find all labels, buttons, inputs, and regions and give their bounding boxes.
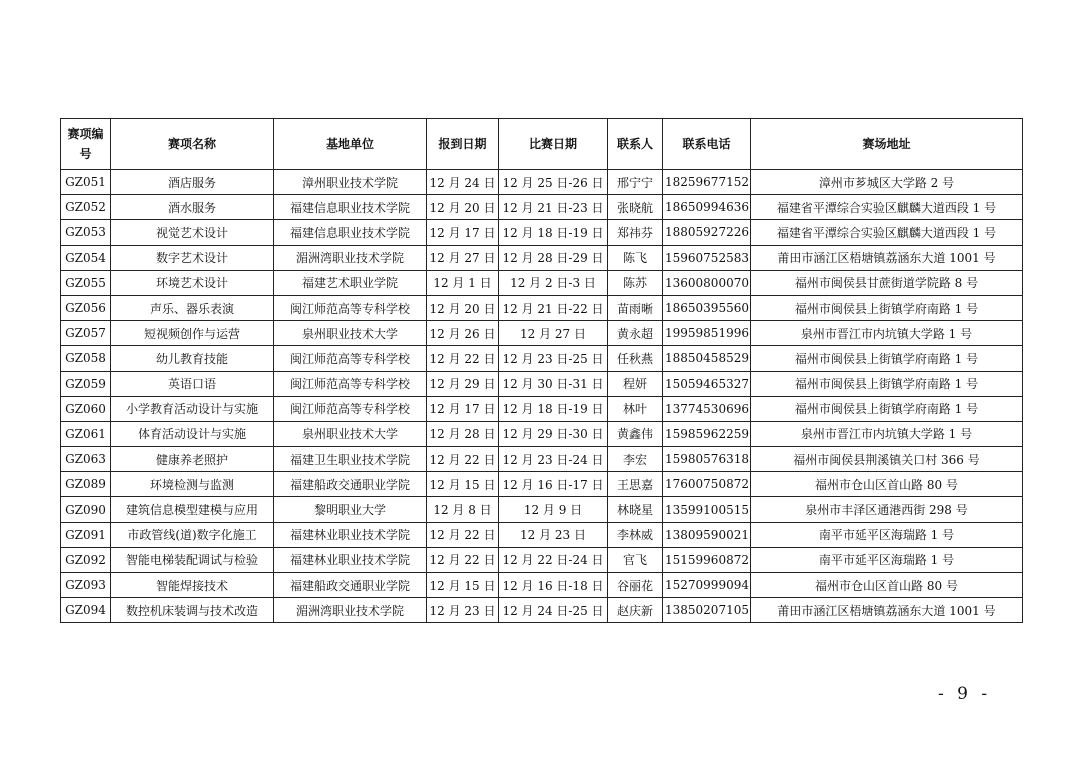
cell-match: 12 月 16 日-17 日 bbox=[499, 472, 608, 497]
cell-phone: 15059465327 bbox=[663, 371, 751, 396]
table-row bbox=[61, 497, 1023, 522]
cell-base: 闽江师范高等专科学校 bbox=[274, 346, 427, 371]
cell-base: 闽江师范高等专科学校 bbox=[274, 371, 427, 396]
cell-code: GZ063 bbox=[61, 447, 111, 472]
cell-phone: 13809590021 bbox=[663, 522, 751, 547]
cell-checkin: 12 月 17 日 bbox=[427, 220, 499, 245]
cell-checkin: 12 月 22 日 bbox=[427, 522, 499, 547]
cell-checkin: 12 月 1 日 bbox=[427, 270, 499, 295]
cell-address: 福州市闽侯县甘蔗街道学院路 8 号 bbox=[751, 270, 1023, 295]
cell-match: 12 月 18 日-19 日 bbox=[499, 396, 608, 421]
cell-phone: 13600800070 bbox=[663, 270, 751, 295]
table-row bbox=[61, 245, 1023, 270]
table-row bbox=[61, 170, 1023, 195]
header-base: 基地单位 bbox=[274, 119, 427, 170]
cell-checkin: 12 月 23 日 bbox=[427, 598, 499, 623]
cell-match: 12 月 28 日-29 日 bbox=[499, 245, 608, 270]
cell-code: GZ059 bbox=[61, 371, 111, 396]
cell-name: 环境检测与监测 bbox=[111, 472, 274, 497]
cell-contact: 黄鑫伟 bbox=[608, 421, 663, 446]
cell-match: 12 月 22 日-24 日 bbox=[499, 547, 608, 572]
cell-contact: 程妍 bbox=[608, 371, 663, 396]
competition-table bbox=[60, 118, 1023, 623]
cell-base: 福建信息职业技术学院 bbox=[274, 195, 427, 220]
table-header-row bbox=[61, 119, 1023, 170]
header-match: 比赛日期 bbox=[499, 119, 608, 170]
cell-match: 12 月 2 日-3 日 bbox=[499, 270, 608, 295]
cell-name: 数控机床装调与技术改造 bbox=[111, 598, 274, 623]
cell-address: 莆田市涵江区梧塘镇荔涵东大道 1001 号 bbox=[751, 598, 1023, 623]
cell-contact: 张晓航 bbox=[608, 195, 663, 220]
cell-code: GZ092 bbox=[61, 547, 111, 572]
table-row bbox=[61, 321, 1023, 346]
cell-address: 南平市延平区海瑞路 1 号 bbox=[751, 547, 1023, 572]
cell-match: 12 月 30 日-31 日 bbox=[499, 371, 608, 396]
cell-phone: 13774530696 bbox=[663, 396, 751, 421]
cell-match: 12 月 23 日 bbox=[499, 522, 608, 547]
cell-contact: 林叶 bbox=[608, 396, 663, 421]
cell-contact: 陈飞 bbox=[608, 245, 663, 270]
cell-address: 福州市仓山区首山路 80 号 bbox=[751, 573, 1023, 598]
cell-address: 福建省平潭综合实验区麒麟大道西段 1 号 bbox=[751, 195, 1023, 220]
cell-name: 视觉艺术设计 bbox=[111, 220, 274, 245]
table-row bbox=[61, 421, 1023, 446]
cell-checkin: 12 月 17 日 bbox=[427, 396, 499, 421]
cell-phone: 15159960872 bbox=[663, 547, 751, 572]
table-row bbox=[61, 396, 1023, 421]
cell-code: GZ058 bbox=[61, 346, 111, 371]
cell-code: GZ094 bbox=[61, 598, 111, 623]
cell-name: 市政管线(道)数字化施工 bbox=[111, 522, 274, 547]
cell-base: 湄洲湾职业技术学院 bbox=[274, 245, 427, 270]
cell-match: 12 月 16 日-18 日 bbox=[499, 573, 608, 598]
table-row bbox=[61, 522, 1023, 547]
cell-match: 12 月 21 日-23 日 bbox=[499, 195, 608, 220]
header-code: 赛项编号 bbox=[61, 119, 111, 170]
cell-code: GZ055 bbox=[61, 270, 111, 295]
cell-address: 泉州市晋江市内坑镇大学路 1 号 bbox=[751, 321, 1023, 346]
cell-phone: 18850458529 bbox=[663, 346, 751, 371]
cell-name: 酒水服务 bbox=[111, 195, 274, 220]
cell-base: 闽江师范高等专科学校 bbox=[274, 295, 427, 320]
cell-contact: 谷丽花 bbox=[608, 573, 663, 598]
cell-address: 福州市闽侯县荆溪镇关口村 366 号 bbox=[751, 447, 1023, 472]
cell-contact: 赵庆新 bbox=[608, 598, 663, 623]
cell-checkin: 12 月 20 日 bbox=[427, 195, 499, 220]
cell-phone: 15960752583 bbox=[663, 245, 751, 270]
cell-base: 闽江师范高等专科学校 bbox=[274, 396, 427, 421]
cell-match: 12 月 23 日-25 日 bbox=[499, 346, 608, 371]
cell-name: 短视频创作与运营 bbox=[111, 321, 274, 346]
cell-contact: 李林威 bbox=[608, 522, 663, 547]
cell-address: 福州市闽侯县上街镇学府南路 1 号 bbox=[751, 346, 1023, 371]
cell-address: 泉州市晋江市内坑镇大学路 1 号 bbox=[751, 421, 1023, 446]
table-row bbox=[61, 220, 1023, 245]
cell-address: 莆田市涵江区梧塘镇荔涵东大道 1001 号 bbox=[751, 245, 1023, 270]
cell-address: 福州市仓山区首山路 80 号 bbox=[751, 472, 1023, 497]
cell-base: 泉州职业技术大学 bbox=[274, 321, 427, 346]
cell-code: GZ056 bbox=[61, 295, 111, 320]
cell-match: 12 月 24 日-25 日 bbox=[499, 598, 608, 623]
cell-name: 体育活动设计与实施 bbox=[111, 421, 274, 446]
header-address: 赛场地址 bbox=[751, 119, 1023, 170]
cell-name: 智能电梯装配调试与检验 bbox=[111, 547, 274, 572]
cell-base: 黎明职业大学 bbox=[274, 497, 427, 522]
cell-phone: 19959851996 bbox=[663, 321, 751, 346]
cell-checkin: 12 月 22 日 bbox=[427, 547, 499, 572]
cell-checkin: 12 月 29 日 bbox=[427, 371, 499, 396]
cell-checkin: 12 月 22 日 bbox=[427, 447, 499, 472]
cell-code: GZ091 bbox=[61, 522, 111, 547]
page-number: - 9 - bbox=[938, 684, 992, 704]
cell-checkin: 12 月 15 日 bbox=[427, 472, 499, 497]
cell-name: 酒店服务 bbox=[111, 170, 274, 195]
cell-contact: 黄永超 bbox=[608, 321, 663, 346]
cell-name: 环境艺术设计 bbox=[111, 270, 274, 295]
cell-checkin: 12 月 20 日 bbox=[427, 295, 499, 320]
cell-contact: 任秋燕 bbox=[608, 346, 663, 371]
cell-address: 福建省平潭综合实验区麒麟大道西段 1 号 bbox=[751, 220, 1023, 245]
table-body bbox=[61, 170, 1023, 623]
cell-checkin: 12 月 26 日 bbox=[427, 321, 499, 346]
cell-base: 福建卫生职业技术学院 bbox=[274, 447, 427, 472]
cell-contact: 邢宁宁 bbox=[608, 170, 663, 195]
cell-base: 福建船政交通职业学院 bbox=[274, 472, 427, 497]
cell-name: 声乐、器乐表演 bbox=[111, 295, 274, 320]
cell-base: 漳州职业技术学院 bbox=[274, 170, 427, 195]
table-row bbox=[61, 573, 1023, 598]
table-row bbox=[61, 547, 1023, 572]
table-row bbox=[61, 371, 1023, 396]
cell-code: GZ060 bbox=[61, 396, 111, 421]
cell-checkin: 12 月 27 日 bbox=[427, 245, 499, 270]
cell-address: 福州市闽侯县上街镇学府南路 1 号 bbox=[751, 371, 1023, 396]
cell-phone: 13850207105 bbox=[663, 598, 751, 623]
cell-base: 福建船政交通职业学院 bbox=[274, 573, 427, 598]
cell-name: 幼儿教育技能 bbox=[111, 346, 274, 371]
cell-contact: 李宏 bbox=[608, 447, 663, 472]
cell-code: GZ093 bbox=[61, 573, 111, 598]
cell-phone: 13599100515 bbox=[663, 497, 751, 522]
cell-contact: 苗雨晰 bbox=[608, 295, 663, 320]
cell-name: 智能焊接技术 bbox=[111, 573, 274, 598]
cell-code: GZ052 bbox=[61, 195, 111, 220]
cell-match: 12 月 21 日-22 日 bbox=[499, 295, 608, 320]
cell-checkin: 12 月 15 日 bbox=[427, 573, 499, 598]
cell-phone: 18650395560 bbox=[663, 295, 751, 320]
table-row bbox=[61, 472, 1023, 497]
cell-name: 英语口语 bbox=[111, 371, 274, 396]
cell-name: 小学教育活动设计与实施 bbox=[111, 396, 274, 421]
table-row bbox=[61, 295, 1023, 320]
cell-code: GZ057 bbox=[61, 321, 111, 346]
cell-match: 12 月 9 日 bbox=[499, 497, 608, 522]
cell-name: 建筑信息模型建模与应用 bbox=[111, 497, 274, 522]
cell-name: 健康养老照护 bbox=[111, 447, 274, 472]
cell-phone: 17600750872 bbox=[663, 472, 751, 497]
cell-code: GZ051 bbox=[61, 170, 111, 195]
cell-contact: 王思嘉 bbox=[608, 472, 663, 497]
cell-match: 12 月 23 日-24 日 bbox=[499, 447, 608, 472]
cell-name: 数字艺术设计 bbox=[111, 245, 274, 270]
cell-phone: 18650994636 bbox=[663, 195, 751, 220]
cell-code: GZ089 bbox=[61, 472, 111, 497]
cell-phone: 15270999094 bbox=[663, 573, 751, 598]
table-row bbox=[61, 195, 1023, 220]
header-contact: 联系人 bbox=[608, 119, 663, 170]
cell-base: 泉州职业技术大学 bbox=[274, 421, 427, 446]
table-row bbox=[61, 270, 1023, 295]
cell-checkin: 12 月 28 日 bbox=[427, 421, 499, 446]
cell-match: 12 月 25 日-26 日 bbox=[499, 170, 608, 195]
cell-base: 福建林业职业技术学院 bbox=[274, 547, 427, 572]
cell-address: 泉州市丰泽区通港西街 298 号 bbox=[751, 497, 1023, 522]
cell-match: 12 月 27 日 bbox=[499, 321, 608, 346]
cell-code: GZ053 bbox=[61, 220, 111, 245]
header-phone: 联系电话 bbox=[663, 119, 751, 170]
cell-phone: 18259677152 bbox=[663, 170, 751, 195]
header-checkin: 报到日期 bbox=[427, 119, 499, 170]
cell-checkin: 12 月 22 日 bbox=[427, 346, 499, 371]
cell-contact: 官飞 bbox=[608, 547, 663, 572]
cell-phone: 15980576318 bbox=[663, 447, 751, 472]
cell-contact: 陈苏 bbox=[608, 270, 663, 295]
cell-phone: 18805927226 bbox=[663, 220, 751, 245]
cell-checkin: 12 月 8 日 bbox=[427, 497, 499, 522]
cell-match: 12 月 18 日-19 日 bbox=[499, 220, 608, 245]
cell-address: 南平市延平区海瑞路 1 号 bbox=[751, 522, 1023, 547]
table-row bbox=[61, 447, 1023, 472]
cell-match: 12 月 29 日-30 日 bbox=[499, 421, 608, 446]
cell-base: 湄洲湾职业技术学院 bbox=[274, 598, 427, 623]
cell-contact: 林晓星 bbox=[608, 497, 663, 522]
cell-checkin: 12 月 24 日 bbox=[427, 170, 499, 195]
cell-code: GZ054 bbox=[61, 245, 111, 270]
header-name: 赛项名称 bbox=[111, 119, 274, 170]
cell-address: 漳州市芗城区大学路 2 号 bbox=[751, 170, 1023, 195]
cell-base: 福建信息职业技术学院 bbox=[274, 220, 427, 245]
cell-contact: 郑祎芬 bbox=[608, 220, 663, 245]
table-row bbox=[61, 346, 1023, 371]
cell-base: 福建艺术职业学院 bbox=[274, 270, 427, 295]
cell-code: GZ090 bbox=[61, 497, 111, 522]
cell-address: 福州市闽侯县上街镇学府南路 1 号 bbox=[751, 396, 1023, 421]
cell-base: 福建林业职业技术学院 bbox=[274, 522, 427, 547]
cell-address: 福州市闽侯县上街镇学府南路 1 号 bbox=[751, 295, 1023, 320]
cell-code: GZ061 bbox=[61, 421, 111, 446]
cell-phone: 15985962259 bbox=[663, 421, 751, 446]
table-row bbox=[61, 598, 1023, 623]
